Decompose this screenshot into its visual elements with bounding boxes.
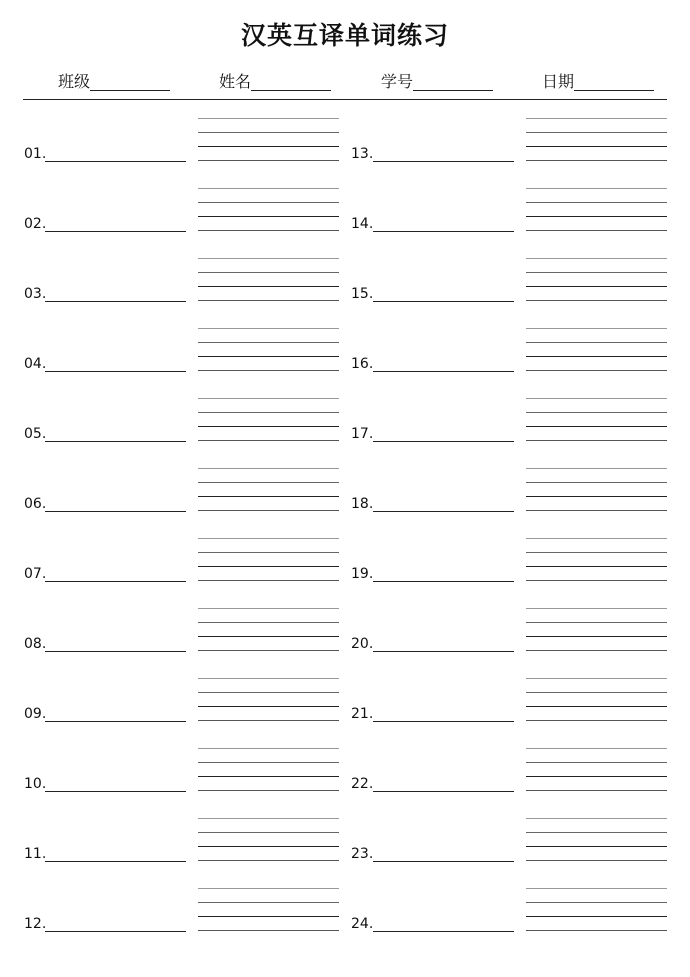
writing-line [526,188,667,189]
writing-lines[interactable] [198,328,339,374]
item-number: 09. [24,706,47,722]
word-answer-line[interactable] [373,231,514,232]
writing-line [198,552,339,553]
id-input-line[interactable] [413,74,493,91]
writing-line [526,692,667,693]
writing-line [526,580,667,581]
page-title: 汉英互译单词练习 [240,21,449,50]
writing-line [198,566,339,567]
exercise-row [0,880,690,950]
writing-line [526,230,667,231]
item-number: 07. [24,566,47,582]
writing-lines[interactable] [526,748,667,794]
writing-line [198,748,339,749]
name-input-line[interactable] [251,74,331,91]
word-answer-line[interactable] [373,161,514,162]
writing-lines[interactable] [198,398,339,444]
writing-line [198,258,339,259]
writing-line [198,132,339,133]
item-number: 19. [351,566,374,582]
word-answer-line[interactable] [373,441,514,442]
class-label: 班级 [58,72,91,91]
word-answer-line[interactable] [45,231,186,232]
writing-line [526,272,667,273]
writing-line [526,482,667,483]
word-answer-line[interactable] [373,371,514,372]
writing-lines[interactable] [198,608,339,654]
writing-line [198,118,339,119]
writing-line [198,762,339,763]
item-number: 18. [351,496,374,512]
item-number: 01. [24,146,47,162]
exercise-row [0,460,690,530]
word-answer-line[interactable] [45,511,186,512]
writing-line [526,776,667,777]
writing-lines[interactable] [526,258,667,304]
writing-line [198,818,339,819]
writing-line [198,496,339,497]
writing-line [526,566,667,567]
item-number: 23. [351,846,374,862]
class-field [58,70,170,94]
writing-lines[interactable] [198,468,339,514]
writing-line [526,790,667,791]
word-answer-line[interactable] [373,721,514,722]
exercise-row [0,320,690,390]
writing-line [198,412,339,413]
word-answer-line[interactable] [45,441,186,442]
writing-line [526,258,667,259]
writing-line [198,160,339,161]
writing-lines[interactable] [526,468,667,514]
writing-line [526,888,667,889]
writing-line [526,160,667,161]
writing-line [198,426,339,427]
writing-line [198,188,339,189]
writing-line [526,818,667,819]
writing-line [198,398,339,399]
writing-line [198,916,339,917]
word-answer-line[interactable] [45,371,186,372]
item-number: 21. [351,706,374,722]
writing-line [198,468,339,469]
writing-line [526,118,667,119]
header-divider [23,99,667,100]
item-number: 11. [24,846,47,862]
writing-line [526,650,667,651]
writing-lines[interactable] [198,678,339,724]
word-answer-line[interactable] [45,931,186,932]
writing-line [526,622,667,623]
writing-lines[interactable] [198,118,339,164]
exercise-row [0,250,690,320]
writing-lines[interactable] [526,538,667,584]
writing-lines[interactable] [526,818,667,864]
writing-lines[interactable] [526,118,667,164]
writing-line [526,356,667,357]
writing-line [198,608,339,609]
writing-line [526,538,667,539]
writing-line [526,440,667,441]
word-answer-line[interactable] [45,791,186,792]
item-number: 22. [351,776,374,792]
writing-line [526,510,667,511]
writing-line [526,146,667,147]
item-number: 02. [24,216,47,232]
writing-line [198,636,339,637]
writing-line [198,650,339,651]
writing-line [198,860,339,861]
item-number: 08. [24,636,47,652]
writing-line [198,790,339,791]
writing-lines[interactable] [198,818,339,864]
writing-line [198,342,339,343]
writing-line [526,300,667,301]
writing-line [526,832,667,833]
writing-line [198,202,339,203]
writing-lines[interactable] [198,748,339,794]
item-number: 05. [24,426,47,442]
name-label: 姓名 [219,72,252,91]
item-number: 10. [24,776,47,792]
word-answer-line[interactable] [373,861,514,862]
writing-line [526,132,667,133]
word-answer-line[interactable] [373,301,514,302]
item-number: 13. [351,146,374,162]
word-answer-line[interactable] [373,931,514,932]
word-answer-line[interactable] [373,651,514,652]
writing-line [198,720,339,721]
writing-line [198,440,339,441]
writing-line [198,300,339,301]
exercise-row [0,110,690,180]
item-number: 15. [351,286,374,302]
item-number: 03. [24,286,47,302]
item-number: 04. [24,356,47,372]
writing-line [526,762,667,763]
writing-line [526,720,667,721]
writing-line [526,496,667,497]
writing-line [526,216,667,217]
writing-line [526,370,667,371]
writing-lines[interactable] [526,188,667,234]
writing-line [198,538,339,539]
writing-lines[interactable] [526,398,667,444]
writing-line [526,860,667,861]
writing-line [198,216,339,217]
word-answer-line[interactable] [45,721,186,722]
item-number: 14. [351,216,374,232]
word-answer-line[interactable] [373,791,514,792]
writing-lines[interactable] [198,538,339,584]
writing-line [526,846,667,847]
class-input-line[interactable] [90,74,170,91]
word-answer-line[interactable] [45,581,186,582]
date-label: 日期 [542,72,575,91]
writing-line [198,678,339,679]
exercise-row [0,600,690,670]
word-answer-line[interactable] [373,511,514,512]
writing-line [198,692,339,693]
writing-line [198,356,339,357]
writing-line [526,916,667,917]
exercise-row [0,670,690,740]
writing-lines[interactable] [526,678,667,724]
word-answer-line[interactable] [45,861,186,862]
word-answer-line[interactable] [45,161,186,162]
writing-line [526,328,667,329]
writing-line [526,678,667,679]
writing-line [198,370,339,371]
writing-line [526,608,667,609]
writing-line [526,748,667,749]
writing-line [526,552,667,553]
exercise-row [0,810,690,880]
exercise-row [0,180,690,250]
writing-line [198,510,339,511]
exercise-row [0,530,690,600]
writing-lines[interactable] [526,328,667,374]
exercise-row [0,740,690,810]
date-field [542,70,654,94]
item-number: 17. [351,426,374,442]
writing-line [198,482,339,483]
writing-line [198,286,339,287]
writing-lines[interactable] [526,608,667,654]
writing-line [198,146,339,147]
header-fields [0,70,690,96]
writing-line [198,846,339,847]
item-number: 24. [351,916,374,932]
writing-line [526,930,667,931]
writing-lines[interactable] [526,888,667,934]
writing-line [526,902,667,903]
writing-line [198,706,339,707]
date-input-line[interactable] [574,74,654,91]
writing-line [526,398,667,399]
writing-line [526,706,667,707]
word-answer-line[interactable] [45,301,186,302]
writing-line [526,202,667,203]
writing-line [198,902,339,903]
writing-lines[interactable] [198,888,339,934]
writing-line [526,412,667,413]
item-number: 06. [24,496,47,512]
word-answer-line[interactable] [45,651,186,652]
item-number: 16. [351,356,374,372]
writing-lines[interactable] [198,188,339,234]
writing-line [198,622,339,623]
item-number: 20. [351,636,374,652]
writing-line [198,888,339,889]
writing-line [198,776,339,777]
writing-line [198,272,339,273]
writing-line [198,328,339,329]
writing-line [526,426,667,427]
id-field [381,70,493,94]
writing-line [526,636,667,637]
writing-line [526,468,667,469]
word-answer-line[interactable] [373,581,514,582]
item-number: 12. [24,916,47,932]
writing-line [526,342,667,343]
writing-line [198,230,339,231]
writing-line [198,832,339,833]
id-label: 学号 [381,72,414,91]
writing-line [198,580,339,581]
name-field [219,70,331,94]
writing-line [526,286,667,287]
exercise-row [0,390,690,460]
writing-line [198,930,339,931]
writing-lines[interactable] [198,258,339,304]
